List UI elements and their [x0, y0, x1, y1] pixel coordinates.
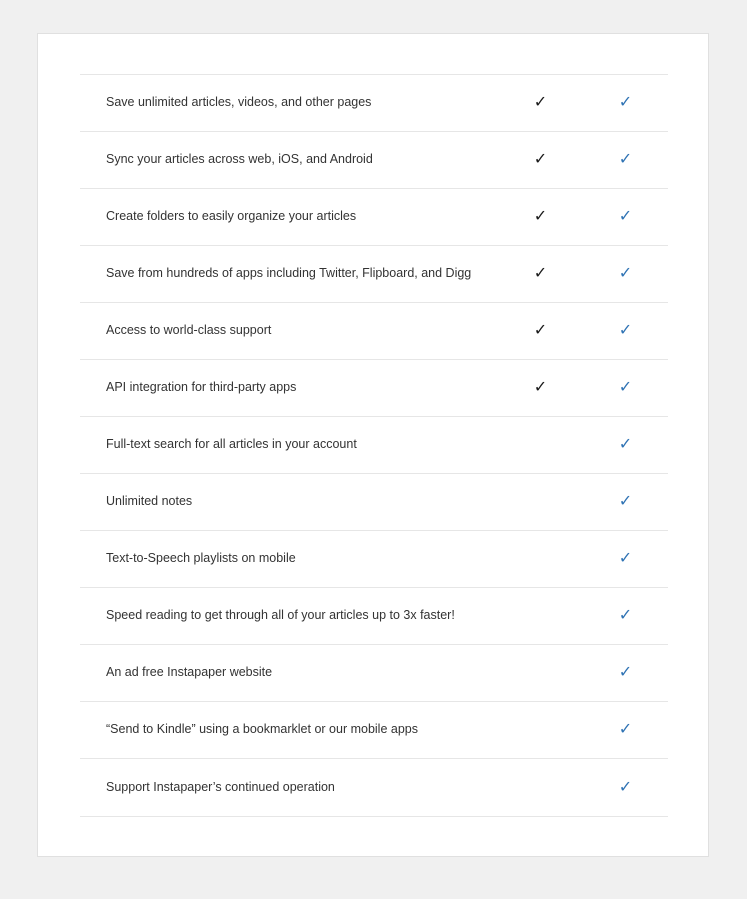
feature-label: API integration for third-party apps	[106, 380, 297, 395]
check-icon: ✓	[618, 149, 633, 168]
feature-label: An ad free Instapaper website	[106, 665, 273, 680]
feature-label: Sync your articles across web, iOS, and Android	[106, 152, 373, 167]
free-plan-cell	[498, 607, 583, 625]
premium-plan-cell	[583, 322, 668, 340]
feature-label: Access to world-class support	[106, 323, 272, 338]
premium-plan-cell	[583, 776, 668, 797]
check-icon: ✓	[618, 662, 633, 681]
premium-plan-cell	[583, 436, 668, 454]
free-plan-cell	[498, 493, 583, 511]
content-card	[37, 33, 709, 857]
feature-label: Speed reading to get through all of your articles up to 3x faster!	[106, 608, 455, 623]
feature-label: Save unlimited articles, videos, and other pages	[106, 95, 372, 110]
premium-plan-cell	[583, 550, 668, 568]
table-row	[80, 303, 668, 360]
feature-label: Full-text search for all articles in your account	[106, 437, 357, 452]
feature-label: “Send to Kindle” using a bookmarklet or our mobile apps	[106, 722, 418, 737]
table-row	[80, 531, 668, 588]
premium-plan-cell	[583, 265, 668, 283]
check-icon: ✓	[618, 320, 633, 339]
check-icon: ✓	[533, 206, 548, 225]
table-row	[80, 75, 668, 132]
premium-plan-cell	[583, 607, 668, 625]
check-icon: ✓	[618, 92, 633, 111]
free-plan-cell	[498, 550, 583, 568]
check-icon: ✓	[618, 377, 633, 396]
premium-plan-cell	[583, 94, 668, 112]
check-icon: ✓	[533, 320, 548, 339]
check-icon: ✓	[533, 149, 548, 168]
table-row	[80, 189, 668, 246]
free-plan-cell	[498, 265, 583, 283]
premium-plan-cell	[583, 379, 668, 397]
check-icon: ✓	[618, 263, 633, 282]
free-plan-cell	[498, 379, 583, 397]
check-icon: ✓	[618, 776, 633, 796]
premium-plan-cell	[583, 493, 668, 511]
feature-comparison-table	[80, 74, 668, 817]
free-plan-cell	[498, 721, 583, 739]
check-icon: ✓	[533, 263, 548, 282]
free-plan-cell	[498, 779, 583, 797]
feature-label: Support Instapaper’s continued operation	[106, 779, 335, 794]
feature-label: Text-to-Speech playlists on mobile	[106, 551, 296, 566]
table-row	[80, 702, 668, 759]
free-plan-cell	[498, 94, 583, 112]
table-row	[80, 588, 668, 645]
free-plan-cell	[498, 208, 583, 226]
table-row	[80, 759, 668, 816]
table-row	[80, 474, 668, 531]
check-icon: ✓	[618, 491, 633, 510]
check-icon: ✓	[533, 92, 548, 111]
check-icon: ✓	[618, 206, 633, 225]
free-plan-cell	[498, 322, 583, 340]
table-row	[80, 645, 668, 702]
premium-plan-cell	[583, 664, 668, 682]
check-icon: ✓	[618, 605, 633, 624]
table-row	[80, 246, 668, 303]
free-plan-cell	[498, 664, 583, 682]
feature-label: Create folders to easily organize your articles	[106, 209, 357, 224]
table-row	[80, 132, 668, 189]
premium-plan-cell	[583, 208, 668, 226]
check-icon: ✓	[618, 719, 633, 738]
table-row	[80, 417, 668, 474]
premium-plan-cell	[583, 151, 668, 169]
premium-plan-cell	[583, 721, 668, 739]
feature-label: Save from hundreds of apps including Twitter, Flipboard, and Digg	[106, 266, 472, 281]
check-icon: ✓	[618, 434, 633, 453]
feature-label: Unlimited notes	[106, 494, 193, 509]
table-row	[80, 360, 668, 417]
check-icon: ✓	[618, 548, 633, 567]
free-plan-cell	[498, 436, 583, 454]
check-icon: ✓	[533, 377, 548, 396]
free-plan-cell	[498, 151, 583, 169]
